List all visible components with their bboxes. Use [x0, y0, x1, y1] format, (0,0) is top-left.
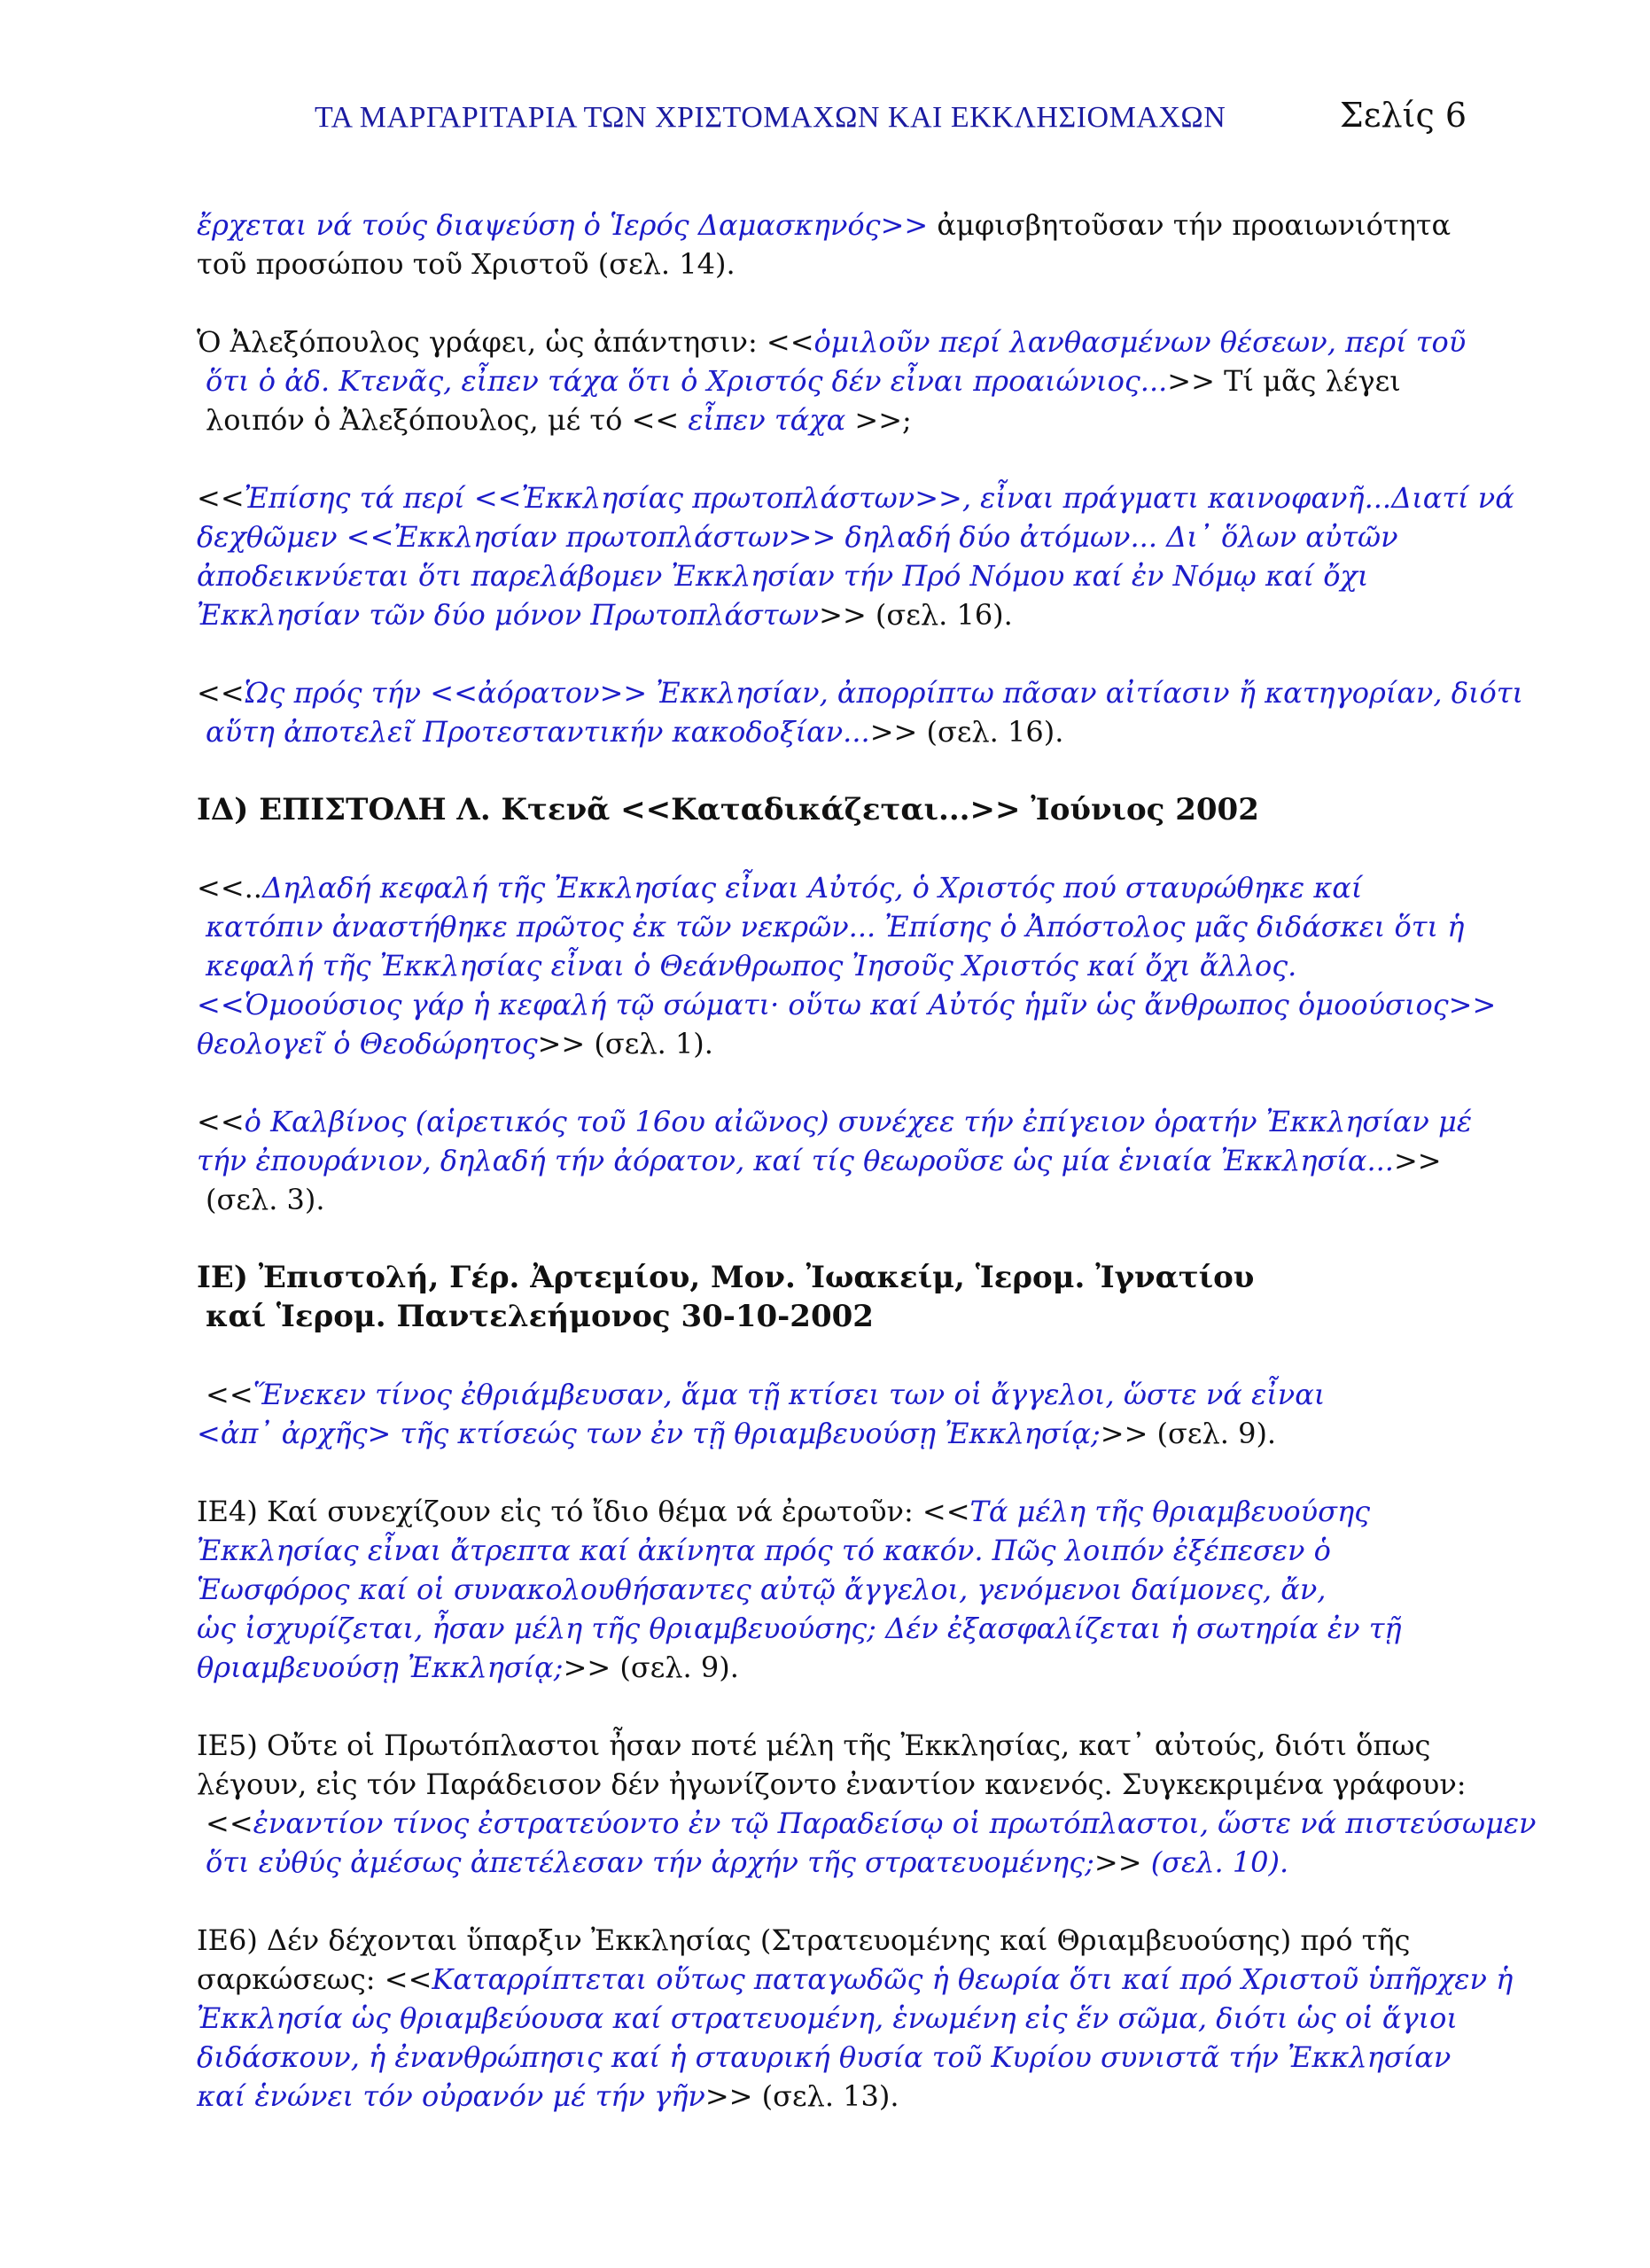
page-number: Σελίς 6	[1339, 96, 1467, 135]
paragraph-2: Ὁ Ἀλεξόπουλος γράφει, ὡς ἀπάντησιν: <<ὁμιλοῦν περί λανθασμένων θέσεων, περί τοῦ ὅτι ὁ ἀδ. Κτενᾶς, εἶπεν τάχα ὅτι ὁ Χριστός δέν εἶναι προαιώνιος...>> Τί μᾶς λέγει λοιπόν ὁ Ἀλεξόπουλος, μέ τό << εἶπεν τάχα >>;	[197, 325, 1467, 437]
paragraph-8: ΙΕ4) Καί συνεχίζουν εἰς τό ἴδιο θέμα νά ἐρωτοῦν: <<Τά μέλη τῆς θριαμβευούσης Ἐκκλησίας εἶναι ἄτρεπτα καί ἀκίνητα πρός τό κακόν. Πῶς λοιπόν ἐξέπεσεν ὁ Ἑωσφόρος καί οἱ συνακολουθήσαντες αὐτῷ ἄγγελοι, γενόμενοι δαίμονες, ἄν, ὡς ἰσχυρίζεται, ἦσαν μέλη τῆς θριαμβευούσης; Δέν ἐξασφαλίζεται ἡ σωτηρία ἐν τῇ θριαμβευούσῃ Ἐκκλησίᾳ;>> (σελ. 9).	[197, 1495, 1402, 1684]
paragraph-10: ΙΕ6) Δέν δέχονται ὕπαρξιν Ἐκκλησίας (Στρατευομένης καί Θριαμβευούσης) πρό τῆς σαρκώσεως: <<Καταρρίπτεται οὕτως παταγωδῶς ἡ θεωρία ὅτι καί πρό Χριστοῦ ὑπῆρχεν ἡ Ἐκκλησία ὡς θριαμβεύουσα καί στρατευομένη, ἑνωμένη εἰς ἕν σῶμα, διότι ὡς οἱ ἅγιοι διδάσκουν, ἡ ἐνανθρώπησις καί ἡ σταυρική θυσία τοῦ Κυρίου συνιστᾶ τήν Ἐκκλησίαν καί ἑνώνει τόν οὐρανόν μέ τήν γῆν>> (σελ. 13).	[197, 1923, 1514, 2113]
paragraph-3: <<Ἐπίσης τά περί <<Ἐκκλησίας πρωτοπλάστων>>, εἶναι πράγματι καινοφανῆ...Διατί νά δεχθῶμεν <<Ἐκκλησίαν πρωτοπλάστων>> δηλαδή δύο ἀτόμων... Δι᾿ ὅλων αὐτῶν ἀποδεικνύεται ὅτι παρελάβομεν Ἐκκλησίαν τήν Πρό Νόμου καί ἐν Νόμῳ καί ὄχι Ἐκκλησίαν τῶν δύο μόνον Πρωτοπλάστων>> (σελ. 16).	[197, 481, 1514, 632]
paragraph-6: <<ὁ Καλβίνος (αἱρετικός τοῦ 16ου αἰῶνος) συνέχεε τήν ἐπίγειον ὁρατήν Ἐκκλησίαν μέ τήν ἐπουράνιον, δηλαδή τήν ἀόρατον, καί τίς θεωροῦσε ὡς μία ἑνιαία Ἐκκλησία...>> (σελ. 3).	[197, 1105, 1472, 1216]
section-heading-id: ΙΔ) ΕΠΙΣΤΟΛΗ Λ. Κτενᾶ <<Καταδικάζεται...>> Ἰούνιος 2002	[197, 792, 1259, 827]
header-title: ΤΑ ΜΑΡΓΑΡΙΤΑΡΙΑ ΤΩΝ ΧΡΙΣΤΟΜΑΧΩΝ ΚΑΙ ΕΚΚΛΗΣΙΟΜΑΧΩΝ	[315, 101, 1226, 134]
paragraph-5: <<..Δηλαδή κεφαλή τῆς Ἐκκλησίας εἶναι Αὐτός, ὁ Χριστός πού σταυρώθηκε καί κατόπιν ἀναστήθηκε πρῶτος ἐκ τῶν νεκρῶν... Ἐπίσης ὁ Ἀπόστολος μᾶς διδάσκει ὅτι ἡ κεφαλή τῆς Ἐκκλησίας εἶναι ὁ Θεάνθρωπος Ἰησοῦς Χριστός καί ὄχι ἄλλος. <<Ὁμοούσιος γάρ ἡ κεφαλή τῷ σώματι· οὕτω καί Αὐτός ἡμῖν ὡς ἄνθρωπος ὁμοούσιος>> θεολογεῖ ὁ Θεοδώρητος>> (σελ. 1).	[197, 871, 1497, 1060]
page-header	[315, 96, 1467, 149]
section-heading-ie: ΙΕ) Ἐπιστολή, Γέρ. Ἀρτεμίου, Μον. Ἰωακείμ, Ἱερομ. Ἰγνατίου καί Ἱερομ. Παντελεήμονος 30-10-2002	[197, 1260, 1255, 1334]
paragraph-7: <<Ἕνεκεν τίνος ἐθριάμβευσαν, ἅμα τῇ κτίσει των οἱ ἄγγελοι, ὥστε νά εἶναι <ἀπ᾿ ἀρχῆς> τῆς κτίσεώς των ἐν τῇ θριαμβευούσῃ Ἐκκλησίᾳ;>> (σελ. 9).	[197, 1378, 1326, 1450]
document-body	[197, 206, 1537, 2155]
paragraph-9: ΙΕ5) Οὔτε οἱ Πρωτόπλαστοι ἦσαν ποτέ μέλη τῆς Ἐκκλησίας, κατ᾿ αὐτούς, διότι ὅπως λέγουν, εἰς τόν Παράδεισον δέν ἠγωνίζοντο ἐναντίον κανενός. Συγκεκριμένα γράφουν: <<ἐναντίον τίνος ἐστρατεύοντο ἐν τῷ Παραδείσῳ οἱ πρωτόπλαστοι, ὥστε νά πιστεύσωμεν ὅτι εὐθύς ἀμέσως ἀπετέλεσαν τήν ἀρχήν τῆς στρατευομένης;>> (σελ. 10).	[197, 1728, 1537, 1879]
paragraph-1: ἔρχεται νά τούς διαψεύση ὁ Ἱερός Δαμασκηνός>> ἀμφισβητοῦσαν τήν προαιωνιότητα τοῦ προσώπου τοῦ Χριστοῦ (σελ. 14).	[197, 208, 1452, 281]
paragraph-4: <<Ὡς πρός τήν <<ἀόρατον>> Ἐκκλησίαν, ἀπορρίπτω πᾶσαν αἰτίασιν ἤ κατηγορίαν, διότι αὕτη ἀποτελεῖ Προτεσταντικήν κακοδοξίαν...>> (σελ. 16).	[197, 676, 1524, 749]
